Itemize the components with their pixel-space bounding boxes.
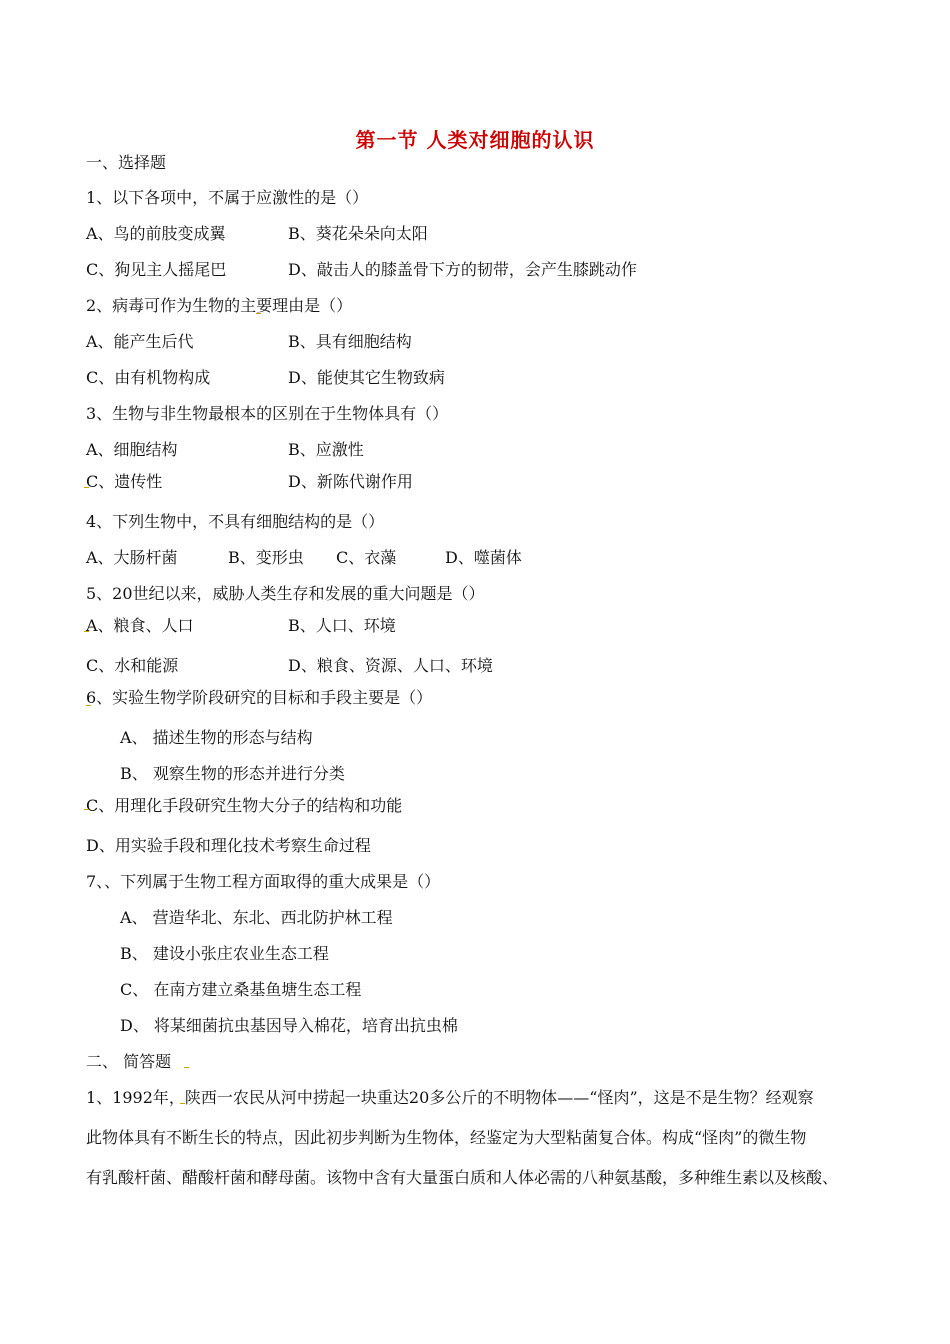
question-7-option-b: B、 建设小张庄农业生态工程 xyxy=(120,944,329,963)
question-6-option-a: A、 描述生物的形态与结构 xyxy=(120,728,313,747)
question-3-option-b: B、应激性 xyxy=(288,440,364,459)
question-1-option-c: C、狗见主人摇尾巴 xyxy=(86,260,227,279)
question-7-option-a: A、 营造华北、东北、西北防护林工程 xyxy=(120,908,393,927)
question-2-stem: 2、病毒可作为生物的主要理由是（） xyxy=(86,296,353,315)
edit-mark xyxy=(84,628,89,632)
question-2-option-d: D、能使其它生物致病 xyxy=(288,368,445,387)
essay-line-3: 有乳酸杆菌、醋酸杆菌和酵母菌。该物中含有大量蛋白质和人体必需的八种氨基酸，多种维生素以及核酸、 xyxy=(86,1168,839,1187)
question-6-option-c: C、用理化手段研究生物大分子的结构和功能 xyxy=(86,796,403,815)
question-5-option-b: B、人口、环境 xyxy=(288,616,396,635)
question-2-option-c: C、由有机物构成 xyxy=(86,368,211,387)
question-1-stem: 1、以下各项中，不属于应激性的是（） xyxy=(86,188,369,207)
question-6-stem: 6、实验生物学阶段研究的目标和手段主要是（） xyxy=(86,688,433,707)
question-5-option-c: C、水和能源 xyxy=(86,656,179,675)
essay-line-2: 此物体具有不断生长的特点，因此初步判断为生物体，经鉴定为大型粘菌复合体。构成“怪肉”的微生物 xyxy=(86,1128,807,1147)
question-7-option-c: C、 在南方建立桑基鱼塘生态工程 xyxy=(120,980,362,999)
question-3-stem: 3、生物与非生物最根本的区别在于生物体具有（） xyxy=(86,404,449,423)
edit-mark xyxy=(184,1064,189,1068)
question-1-option-b: B、葵花朵朵向太阳 xyxy=(288,224,428,243)
edit-mark xyxy=(180,1100,185,1104)
page-title: 第一节 人类对细胞的认识 xyxy=(355,128,595,152)
question-6-option-b: B、 观察生物的形态并进行分类 xyxy=(120,764,345,783)
question-7-stem: 7、、下列属于生物工程方面取得的重大成果是（） xyxy=(86,872,441,891)
edit-mark xyxy=(84,806,89,810)
question-7-option-d: D、 将某细菌抗虫基因导入棉花，培育出抗虫棉 xyxy=(120,1016,458,1035)
question-4-option-c: C、衣藻 xyxy=(336,548,397,567)
question-6-option-d: D、用实验手段和理化技术考察生命过程 xyxy=(86,836,371,855)
section-heading-choice: 一、选择题 xyxy=(86,153,167,172)
question-4-option-b: B、变形虫 xyxy=(228,548,304,567)
question-4-option-a: A、大肠杆菌 xyxy=(86,548,178,567)
question-3-option-d: D、新陈代谢作用 xyxy=(288,472,413,491)
question-5-option-a: A、粮食、人口 xyxy=(86,616,194,635)
section-heading-short-answer: 二、 简答题 xyxy=(86,1052,172,1071)
question-2-option-b: B、具有细胞结构 xyxy=(288,332,412,351)
question-2-option-a: A、能产生后代 xyxy=(86,332,194,351)
essay-line-1: 1、1992年，陕西一农民从河中捞起一块重达20多公斤的不明物体——“怪肉”，这是不是生物？经观察 xyxy=(86,1088,814,1107)
question-3-option-a: A、细胞结构 xyxy=(86,440,178,459)
question-5-option-d: D、粮食、资源、人口、环境 xyxy=(288,656,493,675)
edit-mark xyxy=(84,484,89,488)
question-5-stem: 5、20世纪以来，威胁人类生存和发展的重大问题是（） xyxy=(86,584,485,603)
question-1-option-a: A、鸟的前肢变成翼 xyxy=(86,224,226,243)
question-3-option-c: C、遗传性 xyxy=(86,472,163,491)
question-4-option-d: D、噬菌体 xyxy=(445,548,522,567)
edit-mark xyxy=(86,702,91,706)
edit-mark xyxy=(256,310,261,314)
question-4-stem: 4、下列生物中，不具有细胞结构的是（） xyxy=(86,512,385,531)
question-1-option-d: D、敲击人的膝盖骨下方的韧带，会产生膝跳动作 xyxy=(288,260,637,279)
